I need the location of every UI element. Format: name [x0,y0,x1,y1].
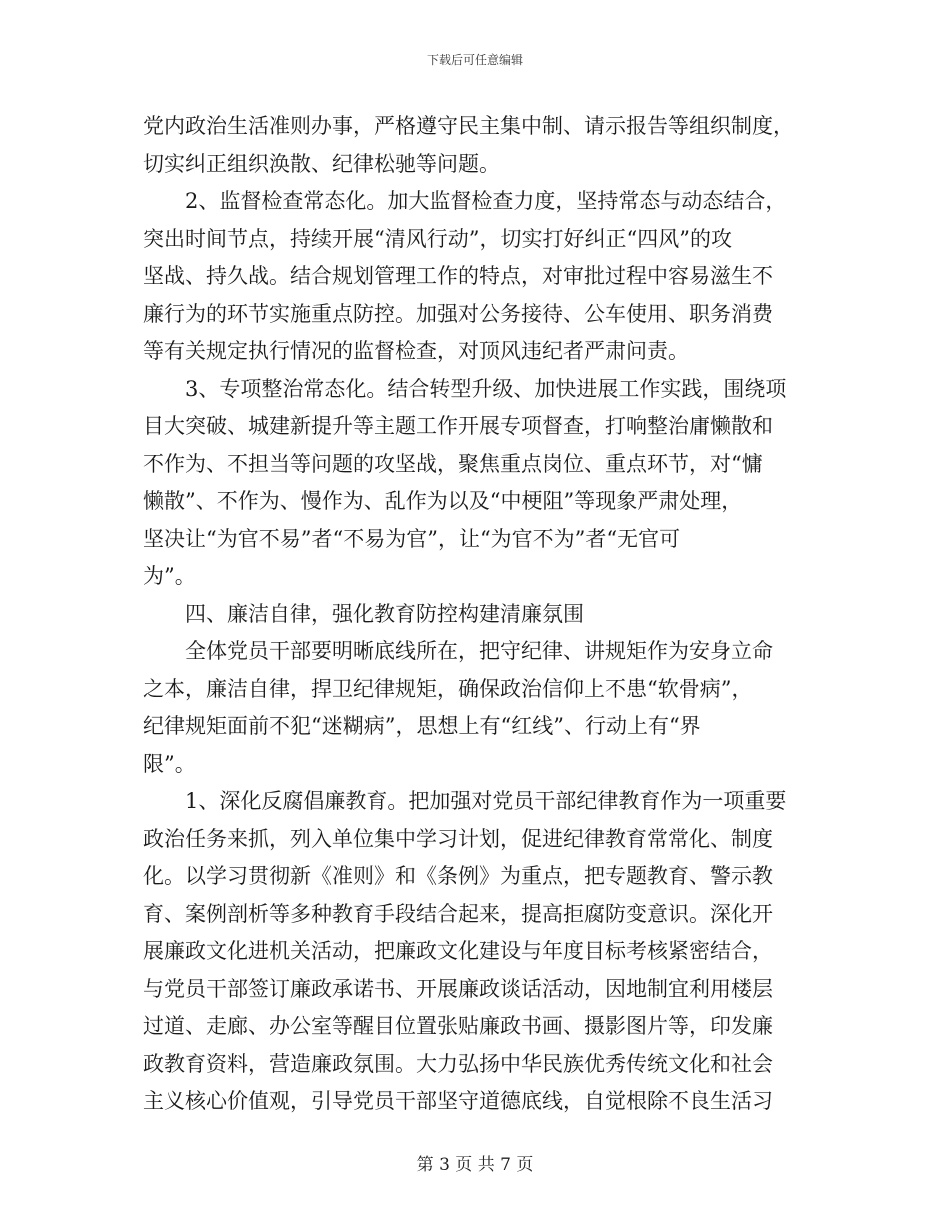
text-line: 育、案例剖析等多种教育手段结合起来，提高拒腐防变意识。深化开 [143,901,773,926]
text-line: 展廉政文化进机关活动，把廉政文化建设与年度目标考核紧密结合， [143,939,773,963]
text-line: 坚战、持久战。结合规划管理工作的特点，对审批过程中容易滋生不 [143,264,773,288]
text-line: 懒散”、不作为、慢作为、乱作为以及“中梗阻”等现象严肃处理， [143,489,743,513]
text-line: 1、深化反腐倡廉教育。把加强对党员干部纪律教育作为一项重要 [185,789,787,813]
text-line: 3、专项整治常态化。结合转型升级、加快进展工作实践，围绕项 [185,376,787,401]
text-line: 与党员干部签订廉政承诺书、开展廉政谈话活动，因地制宜利用楼层 [143,976,773,1001]
text-line: 廉行为的环节实施重点防控。加强对公务接待、公车使用、职务消费 [143,301,773,326]
text-line: 政教育资料，营造廉政氛围。大力弘扬中华民族优秀传统文化和社会 [143,1051,773,1076]
text-line: 纪律规矩面前不犯“迷糊病”，思想上有“红线”、行动上有“界 [143,714,701,738]
text-line: 之本，廉洁自律，捍卫纪律规矩，确保政治信仰上不患“软骨病”， [143,676,753,701]
text-line: 化。以学习贯彻新《准则》和《条例》为重点，把专题教育、警示教 [143,864,773,888]
text-line: 坚决让“为官不易”者“不易为官”，让“为官不为”者“无官可 [143,526,681,551]
text-line: 切实纠正组织涣散、纪律松驰等问题。 [143,151,500,176]
text-line: 四、廉洁自律，强化教育防控构建清廉氛围 [185,601,584,626]
text-line: 不作为、不担当等问题的攻坚战，聚焦重点岗位、重点环节，对“慵 [143,451,763,476]
text-line: 突出时间节点，持续开展“清风行动”，切实打好纠正“四风”的攻 [143,226,732,251]
text-line: 党内政治生活准则办事，严格遵守民主集中制、请示报告等组织制度， [143,114,794,138]
page-header-note: 下载后可任意编辑 [426,53,523,67]
text-line: 为”。 [143,564,196,588]
text-line: 目大突破、城建新提升等主题工作开展专项督查，打响整治庸懒散和 [143,414,773,438]
text-line: 全体党员干部要明晰底线所在，把守纪律、讲规矩作为安身立命 [185,639,773,663]
text-line: 过道、走廊、办公室等醒目位置张贴廉政书画、摄影图片等，印发廉 [143,1014,773,1038]
text-line: 2、监督检查常态化。加大监督检查力度，坚持常态与动态结合， [185,189,787,213]
text-line: 政治任务来抓，列入单位集中学习计划，促进纪律教育常常化、制度 [143,826,773,851]
text-line: 等有关规定执行情况的监督检查，对顶风违纪者严肃问责。 [143,339,689,363]
document-body [143,108,809,1121]
text-line: 主义核心价值观，引导党员干部坚守道德底线，自觉根除不良生活习 [143,1089,773,1113]
text-line: 限”。 [143,751,196,776]
page-number-footer: 第 3 页 共 7 页 [416,1155,534,1175]
